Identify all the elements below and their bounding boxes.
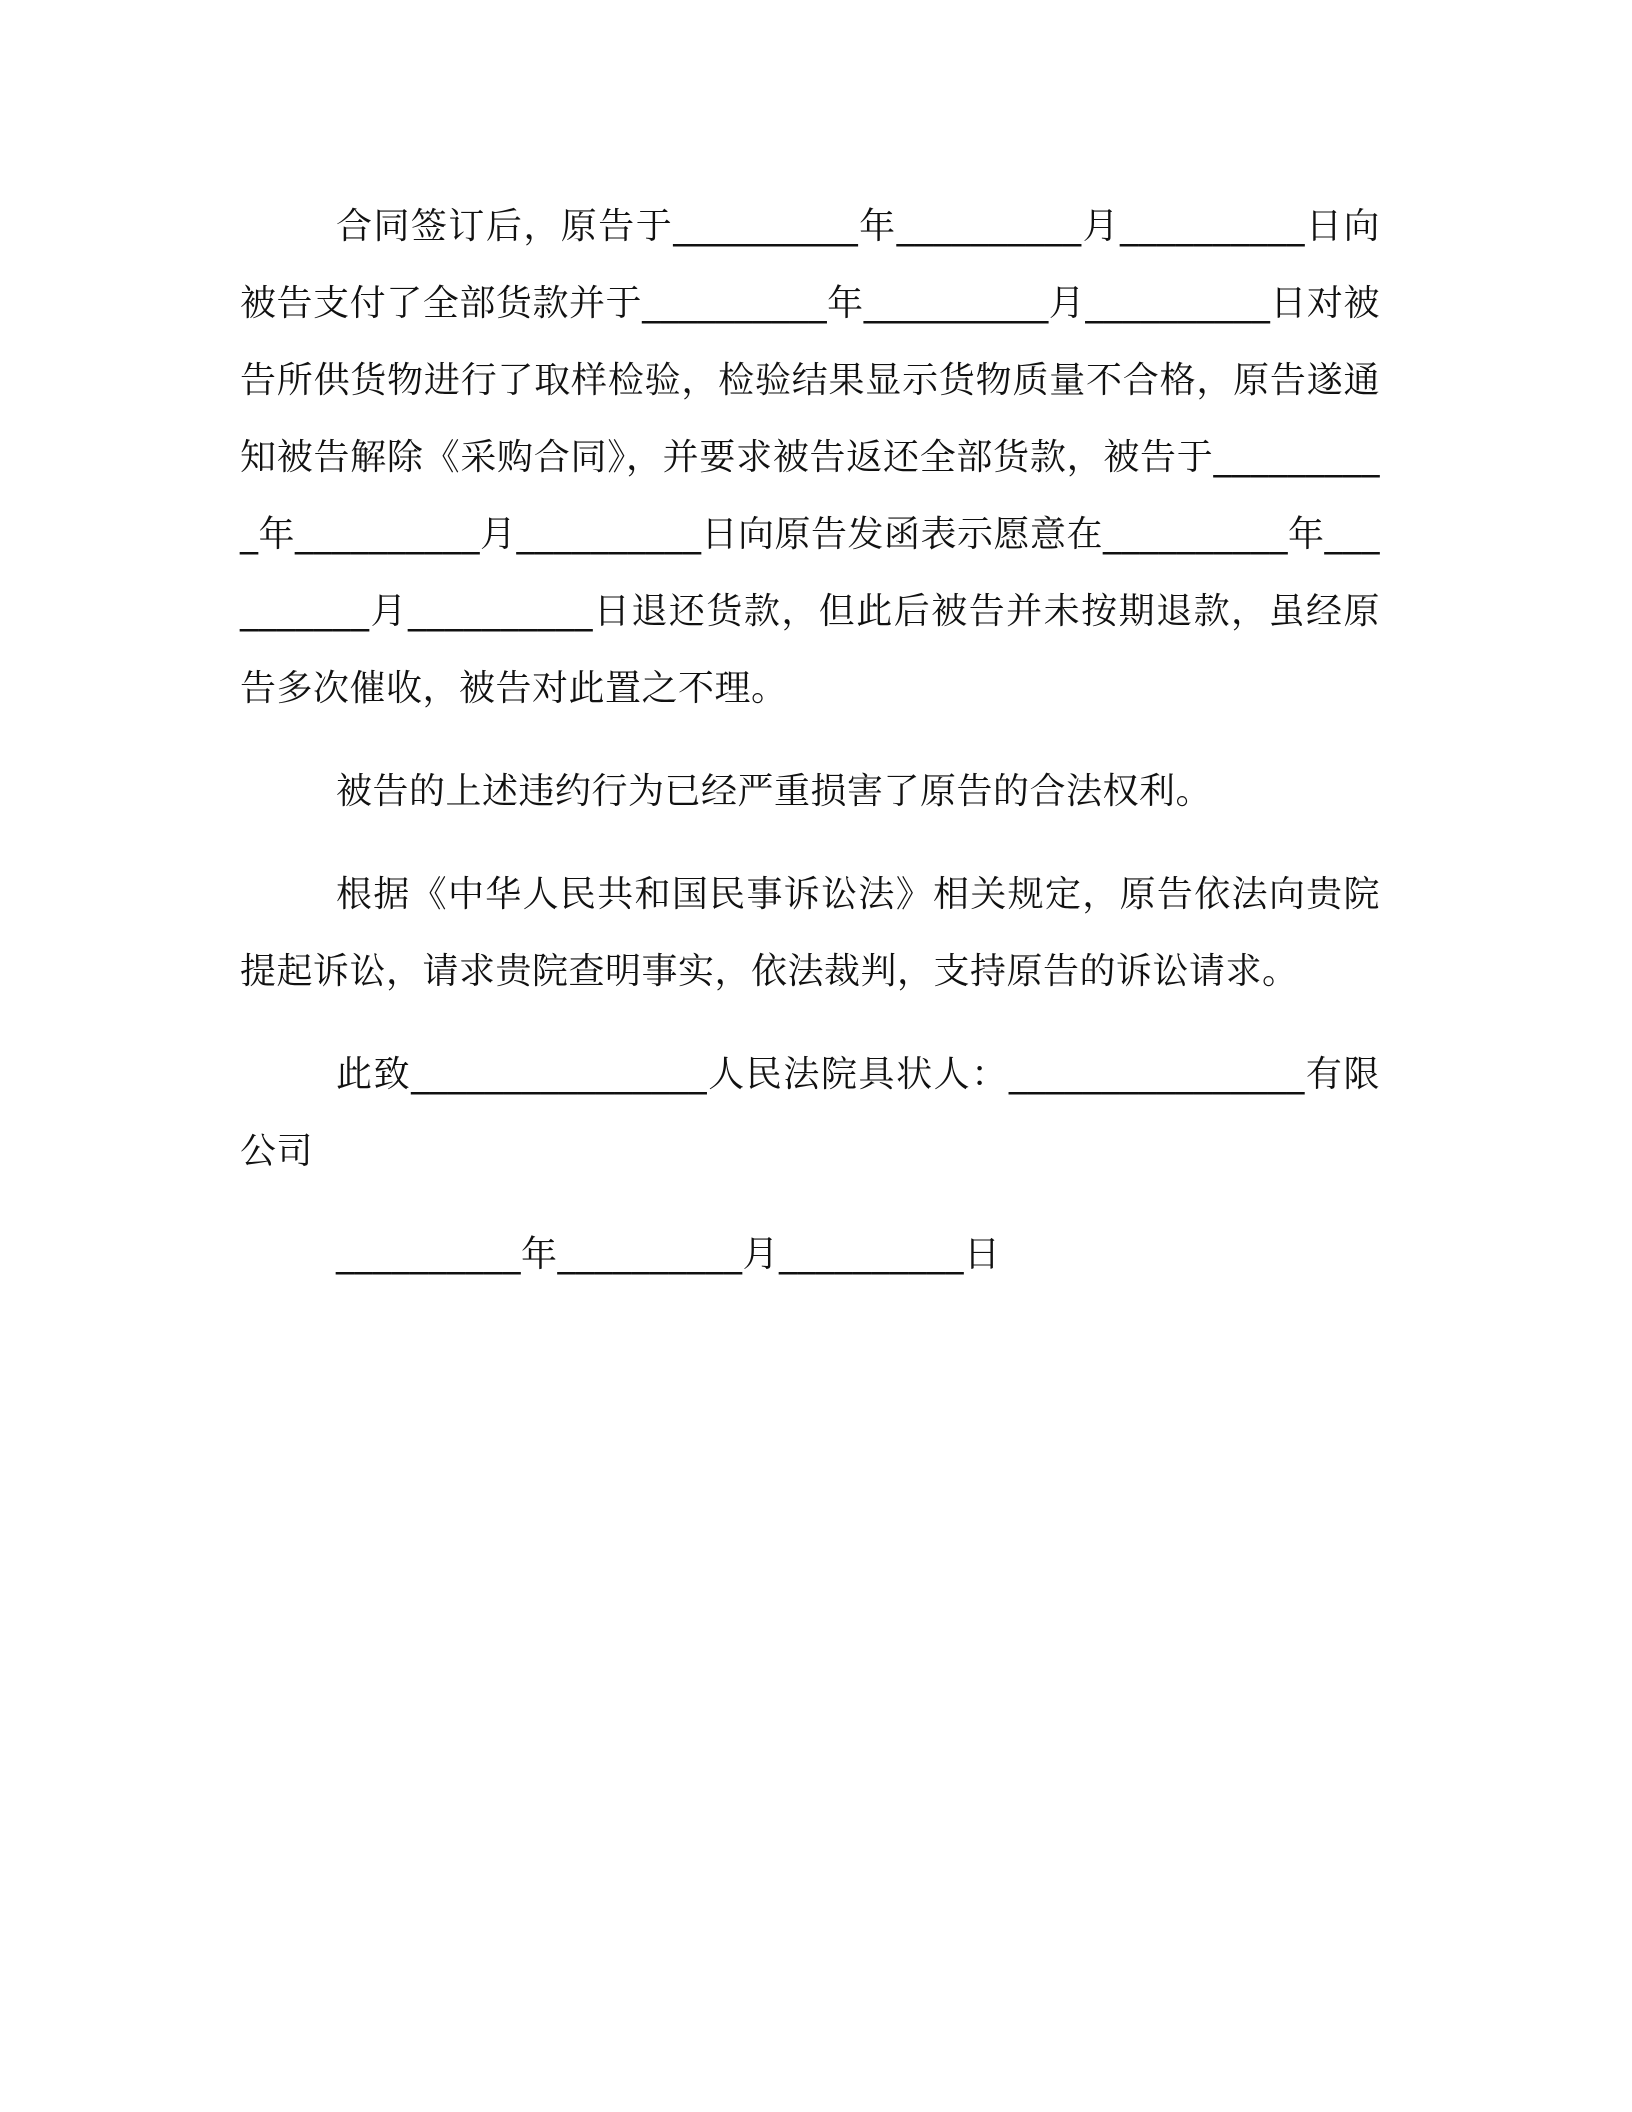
document-body xyxy=(240,188,1380,1319)
breach-paragraph: 被告的上述违约行为已经严重损害了原告的合法权利。 xyxy=(336,771,1213,812)
signature-date: __________年__________月__________日 xyxy=(336,1234,1001,1275)
facts-paragraph: 合同签订后，原告于__________年__________月__________日向被告支付了全部货款并于__________年__________月__________日对被告所供货物进行了取样检验，检验结果显示货物质量不合格，原告遂通知被告解除《采购合同》，并要求被告返还全部货款，被告于__________年__________月__________日向原告发函表示愿意在__________年__________月__________日退还货款，但此后被告并未按期退款，虽经原告多次催收，被告对此置之不理。 xyxy=(240,206,1381,709)
legal-basis-paragraph: 根据《中华人民共和国民事诉讼法》相关规定，原告依法向贵院提起诉讼，请求贵院查明事实，依法裁判，支持原告的诉讼请求。 xyxy=(240,874,1380,992)
closing-paragraph: 此致________________人民法院具状人：________________有限公司 xyxy=(240,1054,1380,1172)
